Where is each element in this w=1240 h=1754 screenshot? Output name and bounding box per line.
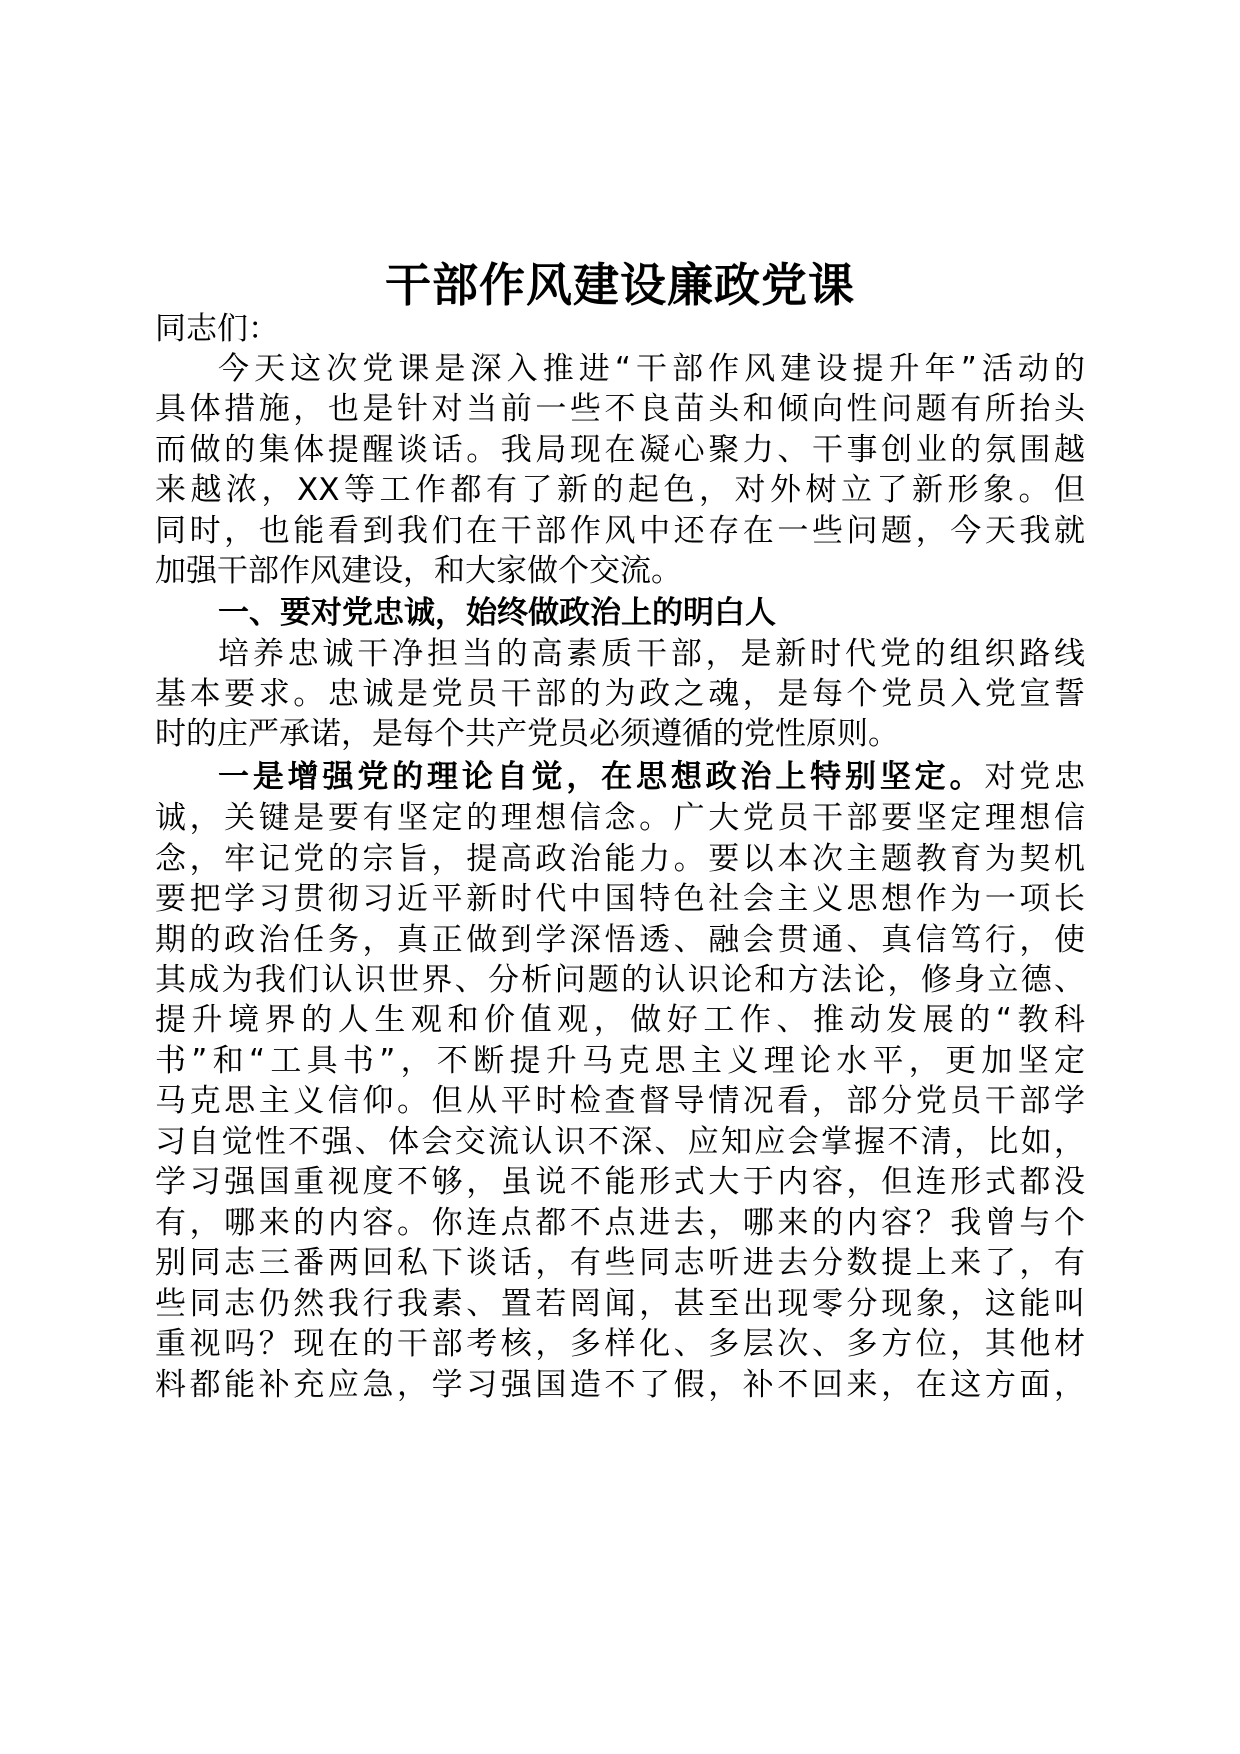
- point-one-lead: 一是增强党的理论自觉，在思想政治上特别坚定。: [218, 759, 985, 795]
- section-heading: 一、要对党忠诚，始终做政治上的明白人: [218, 595, 776, 631]
- paragraph-line: 重视吗？现在的干部考核，多样化、多层次、多方位，其他材: [155, 1326, 1085, 1362]
- paragraph-line: 习自觉性不强、体会交流认识不深、应知应会掌握不清，比如，: [155, 1124, 1085, 1160]
- paragraph-line: 来越浓，XX等工作都有了新的起色，对外树立了新形象。但: [155, 472, 1085, 508]
- point-one-text: 对党忠: [984, 759, 1085, 795]
- paragraph-line: 培养忠诚干净担当的高素质干部，是新时代党的组织路线: [218, 636, 1085, 672]
- paragraph-line: 书”和“工具书”，不断提升马克思主义理论水平，更加坚定: [155, 1043, 1085, 1079]
- paragraph-line: 而做的集体提醒谈话。我局现在凝心聚力、干事创业的氛围越: [155, 432, 1085, 468]
- paragraph-line: 诚，关键是要有坚定的理想信念。广大党员干部要坚定理想信: [155, 800, 1085, 836]
- paragraph-line: 今天这次党课是深入推进“干部作风建设提升年”活动的: [218, 351, 1085, 387]
- paragraph-line: 同时，也能看到我们在干部作风中还存在一些问题，今天我就: [155, 513, 1085, 549]
- salutation: 同志们：: [155, 311, 279, 347]
- paragraph-line: 期的政治任务，真正做到学深悟透、融会贯通、真信笃行，使: [155, 922, 1085, 958]
- paragraph-line: 具体措施，也是针对当前一些不良苗头和倾向性问题有所抬头: [155, 391, 1085, 427]
- paragraph-line: 提升境界的人生观和价值观，做好工作、推动发展的“教科: [155, 1002, 1085, 1038]
- paragraph-line: [218, 755, 1085, 799]
- paragraph-line: 有，哪来的内容。你连点都不点进去，哪来的内容？我曾与个: [155, 1205, 1085, 1241]
- paragraph-line: 加强干部作风建设，和大家做个交流。: [155, 553, 682, 589]
- paragraph-line: 别同志三番两回私下谈话，有些同志听进去分数提上来了，有: [155, 1245, 1085, 1281]
- paragraph-line: 料都能补充应急，学习强国造不了假，补不回来，在这方面，: [155, 1367, 1085, 1403]
- paragraph-line: 时的庄严承诺，是每个共产党员必须遵循的党性原则。: [155, 716, 899, 752]
- paragraph-line: 念，牢记党的宗旨，提高政治能力。要以本次主题教育为契机: [155, 841, 1085, 877]
- paragraph-line: 马克思主义信仰。但从平时检查督导情况看，部分党员干部学: [155, 1083, 1085, 1119]
- paragraph-line: 些同志仍然我行我素、置若罔闻，甚至出现零分现象，这能叫: [155, 1286, 1085, 1322]
- paragraph-line: 其成为我们认识世界、分析问题的认识论和方法论，修身立德、: [155, 962, 1085, 998]
- paragraph-line: 学习强国重视度不够，虽说不能形式大于内容，但连形式都没: [155, 1164, 1085, 1200]
- paragraph-line: 要把学习贯彻习近平新时代中国特色社会主义思想作为一项长: [155, 881, 1085, 917]
- paragraph-line: 基本要求。忠诚是党员干部的为政之魂，是每个党员入党宣誓: [155, 676, 1085, 712]
- document-title: 干部作风建设廉政党课: [385, 258, 855, 312]
